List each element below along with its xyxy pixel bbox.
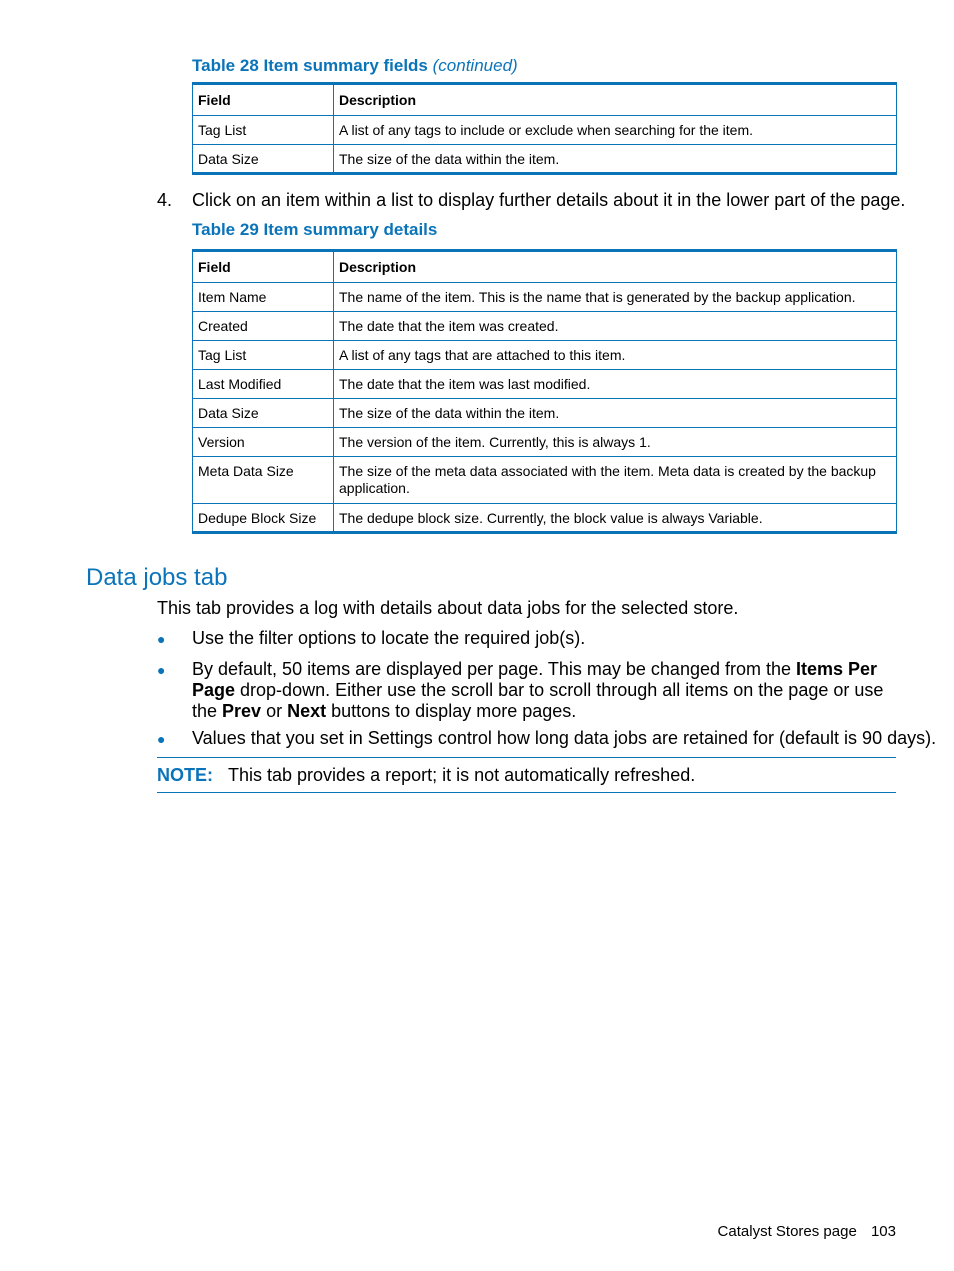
description-cell: The size of the data within the item. [334, 145, 897, 174]
section-heading: Data jobs tab [86, 564, 228, 591]
description-cell: A list of any tags to include or exclude when searching for the item. [334, 116, 897, 145]
field-cell: Meta Data Size [193, 457, 334, 504]
table-row [193, 370, 897, 399]
bullet-text: or [261, 701, 288, 721]
field-cell: Last Modified [193, 370, 334, 399]
table-row [193, 399, 897, 428]
bullet-item: Values that you set in Settings control how long data jobs are retained for (default is 90 days). [192, 728, 937, 748]
table-row [193, 312, 897, 341]
table-row [193, 341, 897, 370]
table-header-row [193, 84, 897, 116]
table-row [193, 428, 897, 457]
field-cell: Tag List [193, 116, 334, 145]
field-cell: Data Size [193, 399, 334, 428]
table-28-caption [192, 56, 518, 76]
note-text: This tab provides a report; it is not automatically refreshed. [228, 765, 696, 785]
items-per-page-label: Items Per Page [192, 659, 878, 700]
field-cell: Created [193, 312, 334, 341]
table-header-row [193, 251, 897, 283]
field-cell: Version [193, 428, 334, 457]
bullet-item [192, 659, 897, 722]
bullet-dot-icon: ● [157, 731, 166, 747]
bullet-item: Use the filter options to locate the required job(s). [192, 628, 586, 648]
bullet-text: drop-down. Either use the scroll bar to scroll through all items on the page or use the [192, 680, 884, 721]
table-28-title: Table 28 Item summary fields [192, 56, 428, 75]
table-row [193, 283, 897, 312]
field-cell: Tag List [193, 341, 334, 370]
description-cell: The name of the item. This is the name that is generated by the backup application. [334, 283, 897, 312]
bullet-text: buttons to display more pages. [326, 701, 577, 721]
table-row [193, 457, 897, 504]
description-cell: The dedupe block size. Currently, the block value is always Variable. [334, 504, 897, 533]
description-cell: A list of any tags that are attached to this item. [334, 341, 897, 370]
table-28-continued: (continued) [432, 56, 518, 75]
description-cell: The version of the item. Currently, this is always 1. [334, 428, 897, 457]
intro-paragraph: This tab provides a log with details about data jobs for the selected store. [157, 598, 739, 618]
note-label: NOTE: [157, 765, 213, 785]
description-cell: The date that the item was created. [334, 312, 897, 341]
step-number: 4. [157, 190, 173, 210]
table-29-caption: Table 29 Item summary details [192, 220, 438, 239]
table-row [193, 145, 897, 174]
field-cell: Item Name [193, 283, 334, 312]
table-row [193, 116, 897, 145]
page-number: 103 [870, 1223, 896, 1240]
prev-label: Prev [222, 701, 262, 721]
step-text: Click on an item within a list to display further details about it in the lower part of the page. [192, 190, 906, 210]
description-cell: The size of the meta data associated with the item. Meta data is created by the backup application. [334, 457, 897, 504]
column-header-field: Field [193, 84, 334, 116]
footer-title: Catalyst Stores page [717, 1223, 857, 1240]
field-cell: Data Size [193, 145, 334, 174]
field-cell: Dedupe Block Size [193, 504, 334, 533]
description-cell: The size of the data within the item. [334, 399, 897, 428]
next-label: Next [287, 701, 327, 721]
note-top-rule [157, 757, 896, 758]
column-header-description: Description [334, 251, 897, 283]
column-header-description: Description [334, 84, 897, 116]
table-row [193, 504, 897, 533]
note-bottom-rule [157, 792, 896, 793]
bullet-text: By default, 50 items are displayed per page. This may be changed from the [192, 659, 797, 679]
bullet-dot-icon: ● [157, 662, 166, 678]
table-28 [192, 82, 897, 175]
description-cell: The date that the item was last modified. [334, 370, 897, 399]
page-footer [718, 1223, 896, 1240]
table-29 [192, 249, 897, 534]
bullet-dot-icon: ● [157, 631, 166, 647]
column-header-field: Field [193, 251, 334, 283]
